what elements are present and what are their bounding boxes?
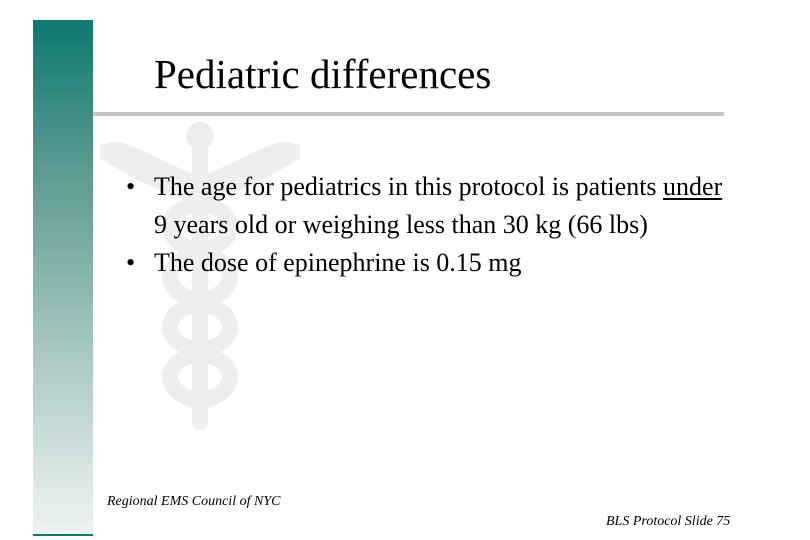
bullet-list — [126, 168, 726, 282]
bullet-text: 9 years old or weighing less than 30 kg (66 lbs) — [154, 210, 648, 239]
footer-slide-number: BLS Protocol Slide 75 — [606, 514, 731, 529]
bullet-text: The dose of epinephrine is 0.15 mg — [154, 248, 522, 277]
bullet-marker: • — [126, 248, 136, 277]
bullet-marker: • — [126, 172, 136, 201]
bullet-item — [126, 244, 726, 282]
side-accent-foot — [33, 534, 93, 536]
side-accent-bar — [33, 20, 93, 535]
bullet-item — [126, 168, 726, 244]
footer-organization: Regional EMS Council of NYC — [107, 494, 281, 509]
bullet-text: The age for pediatrics in this protocol is patients — [154, 172, 664, 201]
title-divider — [93, 112, 724, 116]
emphasized-text: under — [663, 172, 723, 201]
slide-title: Pediatric differences — [154, 51, 492, 97]
